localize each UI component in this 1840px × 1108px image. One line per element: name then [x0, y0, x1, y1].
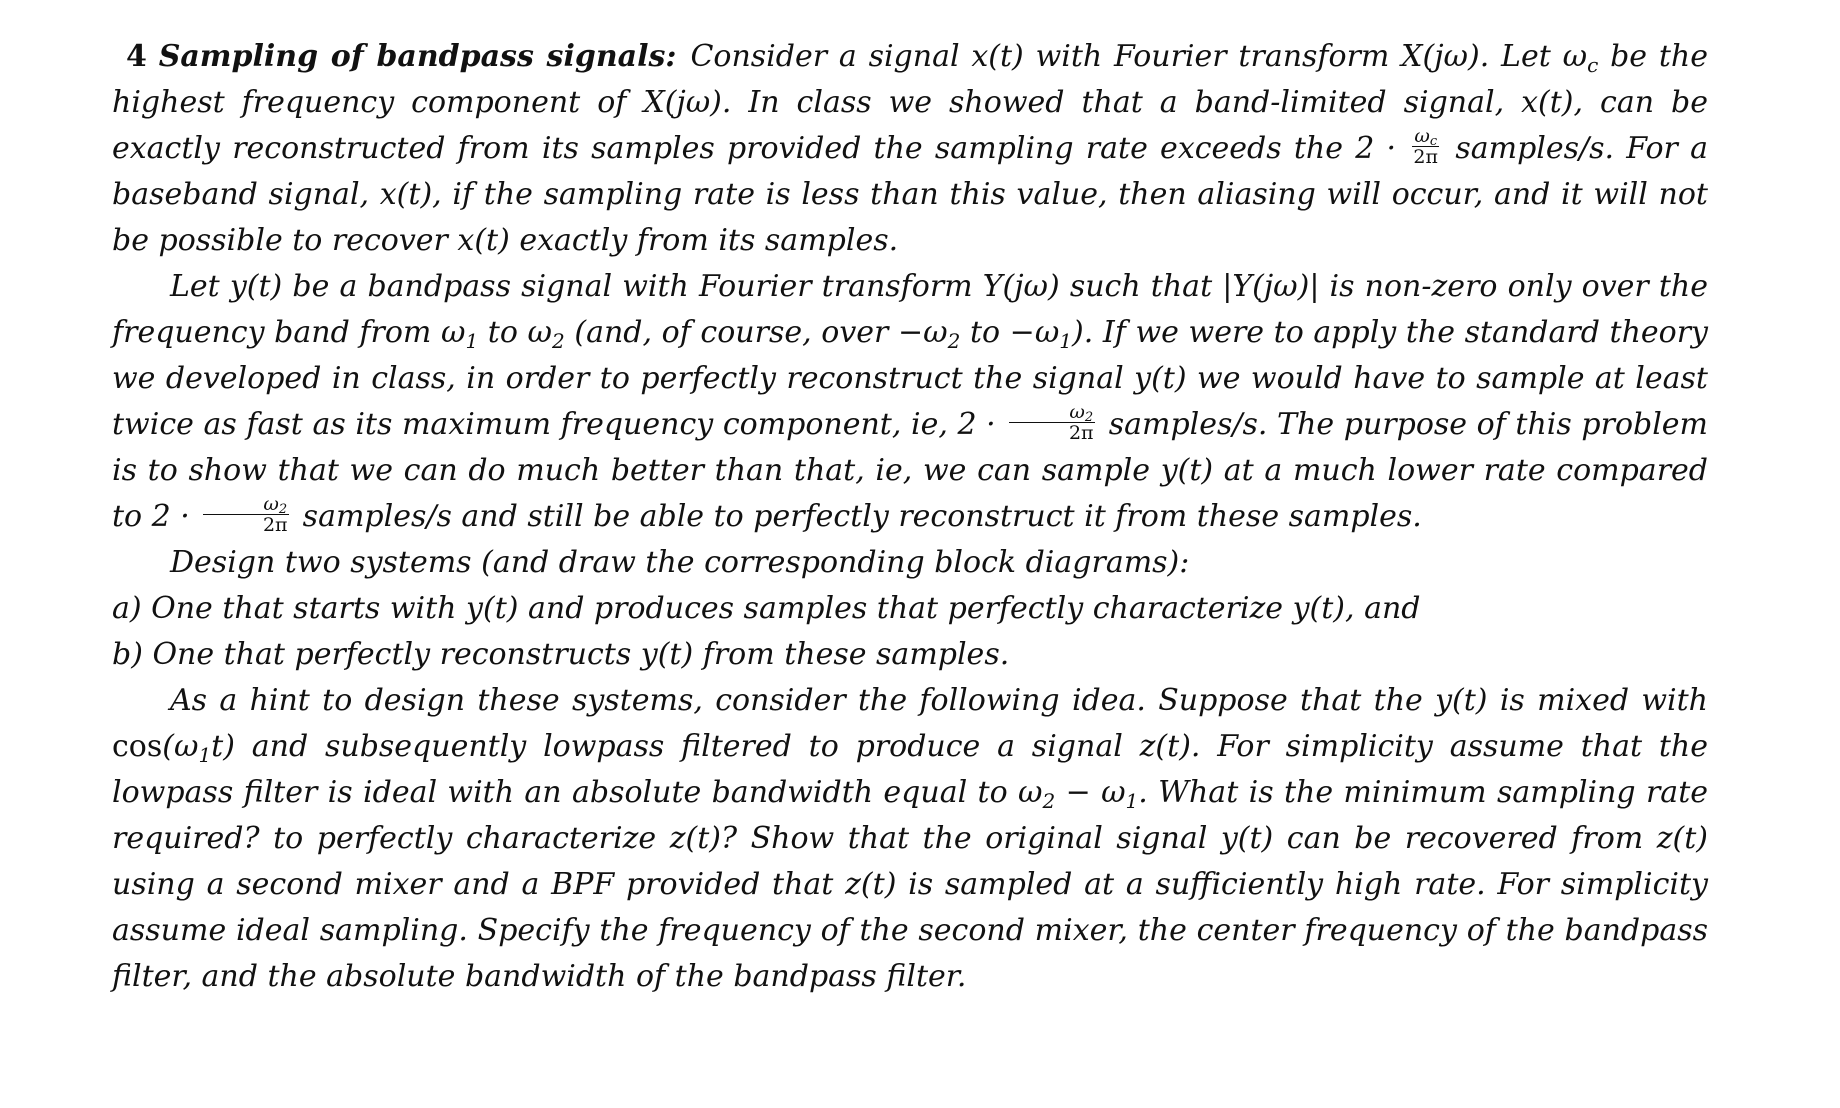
hint-text-4: − ω: [1055, 775, 1126, 810]
fraction-w2-numerator-sub-2: 2: [278, 501, 288, 517]
fraction-wc-denominator: 2π: [1413, 145, 1438, 168]
intro-text-1: Consider a signal x(t) with Fourier transform X(jω). Let ω: [690, 39, 1588, 74]
fraction-wc-numerator-sub: c: [1429, 133, 1438, 149]
bandpass-text-5: ). If we were to apply the standard theory we developed in class, in order to perfectly reconstruct the signal y(t) we would have to sample at least twice as fast as its maximum frequency component, ie, 2 ·: [112, 315, 1709, 442]
hint-cos: cos: [112, 729, 163, 764]
intro-text-2: be the highest frequency component of X(jω). In class we showed that a band-limited signal, x(t), can be exactly reconstructed from its samples provided the sampling rate exceeds the 2 ·: [112, 39, 1708, 166]
bandpass-text-3: (and, of course, over −ω: [564, 315, 948, 350]
hint-text-5: . What is the minimum sampling rate required? to perfectly characterize z(t)? Show that the original signal y(t) can be recovered from z(t) using a second mixer and a BPF provided that z(t) is sampled at a sufficiently high rate. For simplicity assume ideal sampling. Specify the frequency of the second mixer, the center frequency of the bandpass filter, and the absolute bandwidth of the bandpass filter.: [112, 775, 1709, 994]
fraction-w2-over-2pi-first: [1009, 400, 1095, 444]
bandpass-sub-2b: 2: [947, 329, 961, 353]
bandpass-sub-1b: 1: [1059, 329, 1073, 353]
intro-text-3: samples/s. For a baseband signal, x(t), if the sampling rate is less than this value, then aliasing will occur, and it will not be possible to recover x(t) exactly from its samples.: [112, 131, 1708, 258]
bandpass-text-6: samples/s. The purpose of this problem is to show that we can do much better than that, ie, we can sample y(t) at a much lower rate compared to 2 ·: [112, 407, 1709, 534]
hint-sub-1a: 1: [198, 743, 212, 767]
paragraph-hint: [112, 678, 1708, 1000]
list-item-a: a) One that starts with y(t) and produces samples that perfectly characterize y(t), and: [112, 591, 1421, 626]
hint-text-1: As a hint to design these systems, consider the following idea. Suppose that the y(t) is mixed with: [170, 683, 1708, 718]
fraction-w2-denominator: 2π: [1068, 421, 1094, 444]
bandpass-text-7: samples/s and still be able to perfectly reconstruct it from these samples.: [293, 499, 1422, 534]
intro-subscript-c: c: [1587, 53, 1599, 77]
paragraph-bandpass: [112, 264, 1708, 540]
bandpass-text-1: Let y(t) be a bandpass signal with Fourier transform Y(jω) such that |Y(jω)| is non-zero only over the frequency band from ω: [112, 269, 1708, 350]
fraction-w2-numerator-2: ω: [263, 492, 279, 515]
bandpass-sub-1a: 1: [465, 329, 479, 353]
bandpass-text-4: to −ω: [960, 315, 1060, 350]
list-item-b: b) One that perfectly reconstructs y(t) from these samples.: [112, 637, 1010, 672]
problem-heading: Sampling of bandpass signals:: [158, 39, 677, 74]
paragraph-design: Design two systems (and draw the corresponding block diagrams):: [170, 545, 1190, 580]
fraction-w2-numerator-sub: 2: [1084, 409, 1094, 425]
fraction-w2-over-2pi-second: [203, 492, 289, 536]
fraction-wc-over-2pi: [1412, 124, 1439, 168]
problem-number: 4: [126, 39, 147, 74]
hint-text-3: t) and subsequently lowpass filtered to produce a signal z(t). For simplicity assume that the lowpass filter is ideal with an absolute bandwidth equal to ω: [112, 729, 1708, 810]
problem-document: [112, 34, 1708, 1000]
fraction-w2-numerator: ω: [1069, 400, 1085, 423]
hint-text-2: (ω: [162, 729, 199, 764]
paragraph-intro: [112, 34, 1708, 264]
bandpass-text-2: to ω: [478, 315, 553, 350]
hint-sub-1b: 1: [1125, 789, 1139, 813]
bandpass-sub-2a: 2: [552, 329, 565, 353]
fraction-wc-numerator: ω: [1414, 124, 1430, 147]
fraction-w2-denominator-2: 2π: [262, 513, 288, 536]
hint-sub-2: 2: [1042, 789, 1056, 813]
